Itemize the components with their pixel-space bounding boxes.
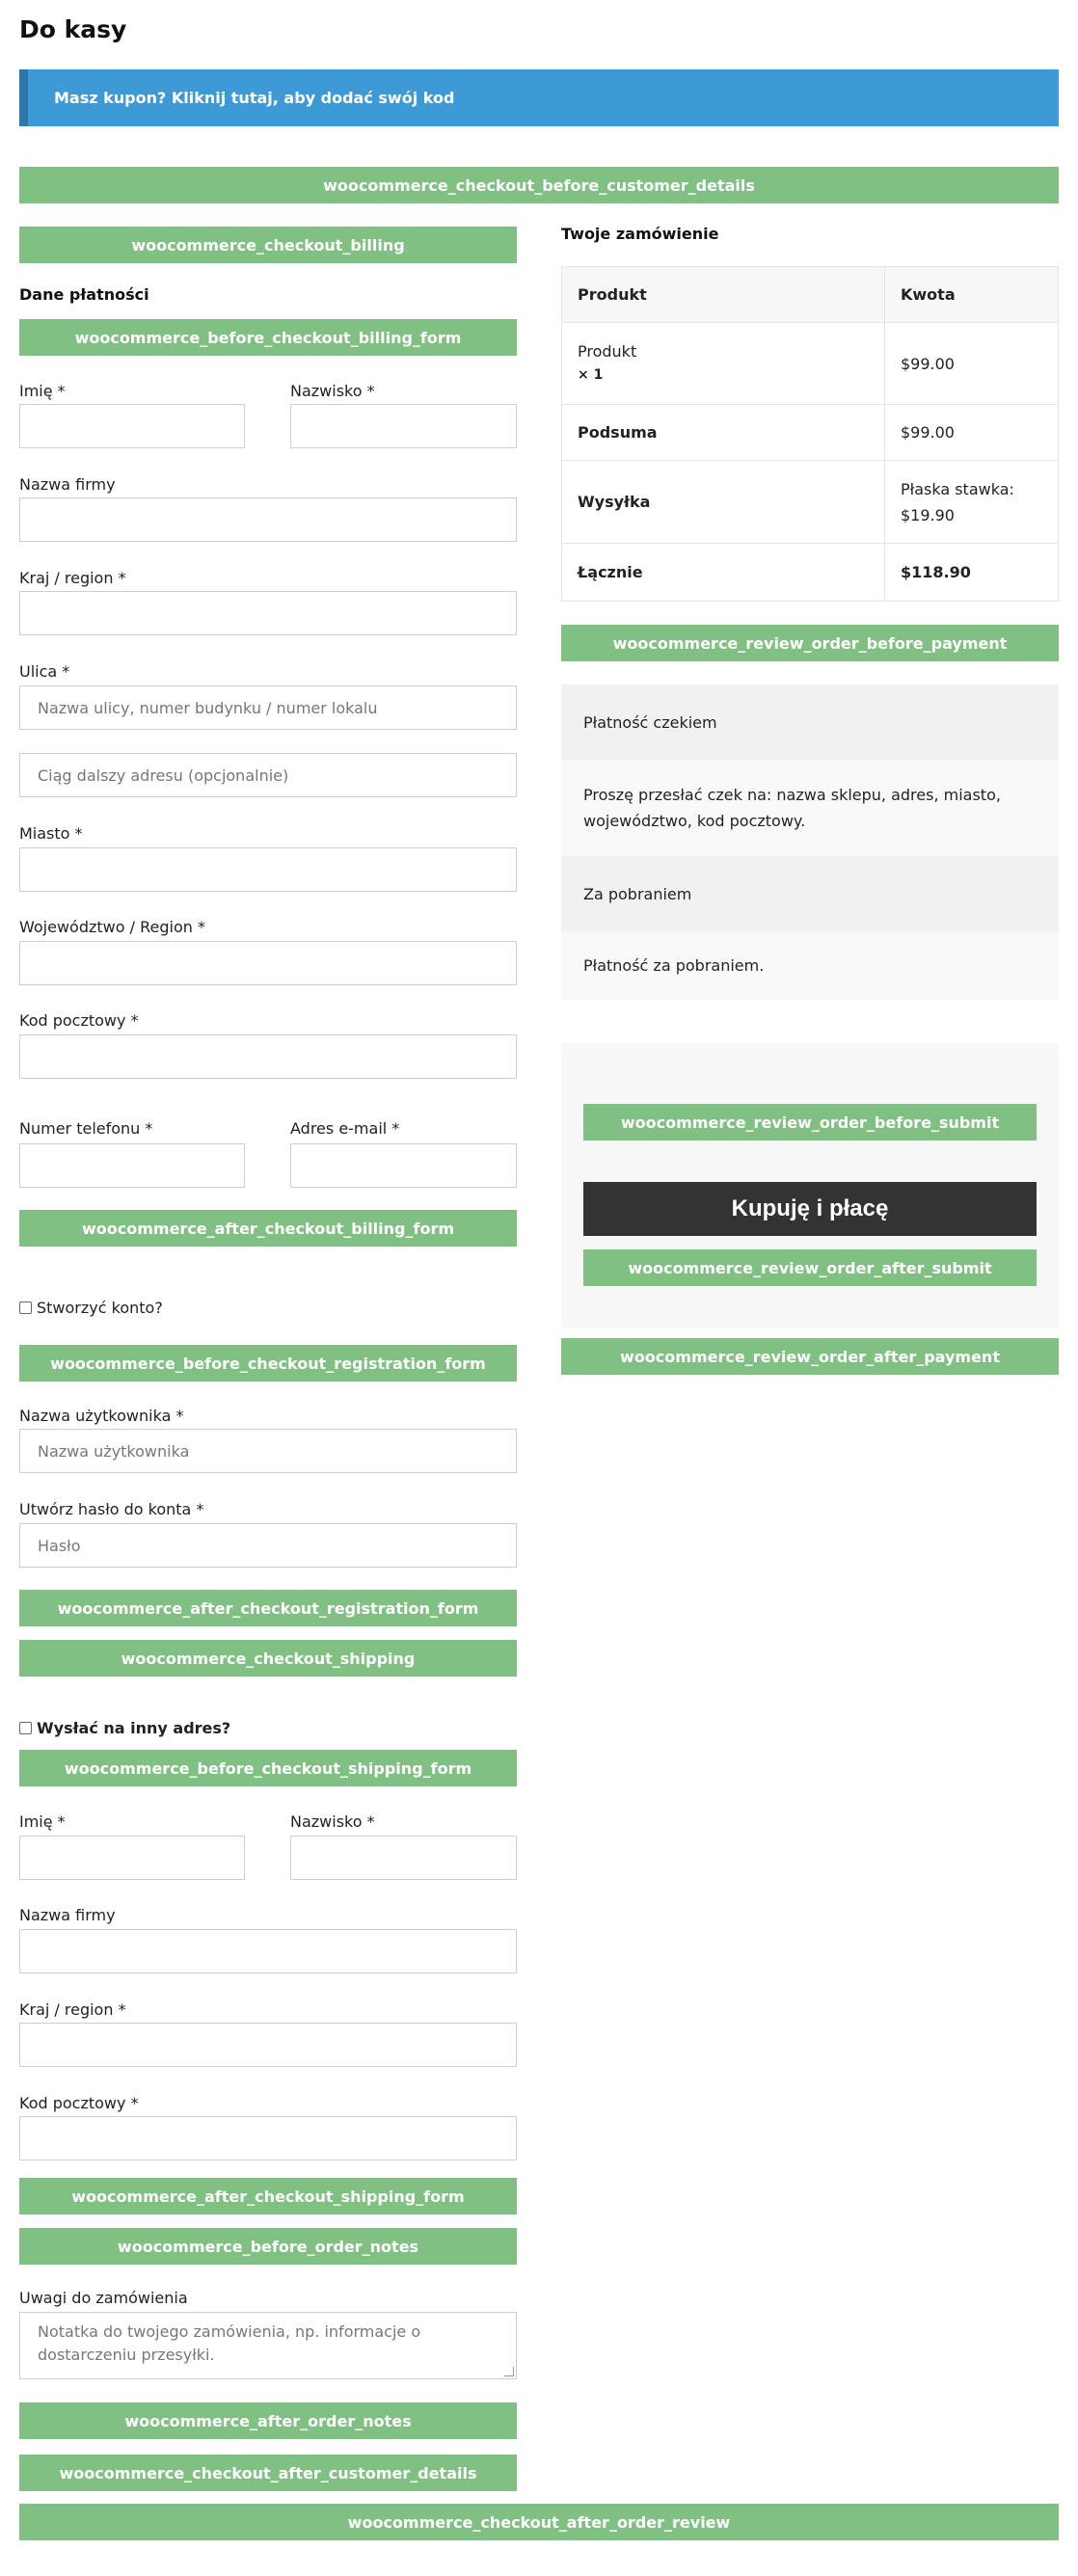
billing-postcode-input[interactable] — [19, 1034, 517, 1079]
order-table-header — [562, 267, 1058, 323]
hook-after-shipping-form: woocommerce_after_checkout_shipping_form — [19, 2178, 517, 2214]
order-notes-textarea[interactable] — [19, 2312, 517, 2379]
shipping-company-label: Nazwa firmy — [19, 1906, 116, 1924]
billing-street-label: Ulica * — [19, 662, 70, 681]
hook-after-payment: woocommerce_review_order_after_payment — [561, 1338, 1059, 1375]
order-item-qty: × 1 — [578, 367, 604, 383]
total-value: $118.90 — [901, 563, 971, 581]
order-heading: Twoje zamówienie — [561, 225, 719, 243]
shipping-first-name-label: Imię * — [19, 1812, 66, 1831]
billing-last-name-label: Nazwisko * — [290, 382, 375, 400]
hook-before-order-notes: woocommerce_before_order_notes — [19, 2228, 517, 2265]
shipping-last-name-input[interactable] — [290, 1836, 517, 1880]
order-item-name: Produkt — [578, 342, 637, 361]
username-input[interactable] — [19, 1429, 517, 1473]
billing-first-name-label: Imię * — [19, 382, 66, 400]
subtotal-value: $99.00 — [901, 423, 955, 442]
hook-after-billing-form: woocommerce_after_checkout_billing_form — [19, 1210, 517, 1247]
billing-street-placeholder: Nazwa ulicy, numer budynku / numer lokalu — [38, 698, 378, 717]
hook-before-shipping-form: woocommerce_before_checkout_shipping_form — [19, 1750, 517, 1786]
coupon-notice[interactable] — [19, 69, 1059, 126]
subtotal-label: Podsuma — [562, 405, 885, 460]
billing-street-input[interactable] — [19, 685, 517, 730]
billing-first-name-input[interactable] — [19, 404, 245, 448]
payment-cheque-title[interactable]: Płatność czekiem — [583, 712, 717, 732]
shipping-postcode-input[interactable] — [19, 2116, 517, 2160]
billing-last-name-input[interactable] — [290, 404, 517, 448]
billing-postcode-label: Kod pocztowy * — [19, 1011, 139, 1030]
password-placeholder: Hasło — [38, 1536, 81, 1555]
ship-different-checkbox[interactable] — [19, 1722, 32, 1734]
billing-heading: Dane płatności — [19, 285, 149, 304]
hook-before-registration-form: woocommerce_before_checkout_registration_form — [19, 1345, 517, 1382]
table-row — [562, 544, 1058, 601]
hook-before-payment: woocommerce_review_order_before_payment — [561, 625, 1059, 661]
shipping-last-name-label: Nazwisko * — [290, 1812, 375, 1831]
billing-street2-input[interactable] — [19, 753, 517, 797]
hook-after-order-notes: woocommerce_after_order_notes — [19, 2402, 517, 2439]
billing-city-input[interactable] — [19, 847, 517, 892]
billing-city-label: Miasto * — [19, 824, 83, 843]
coupon-notice-text[interactable]: Masz kupon? Kliknij tutaj, aby dodać swój kod — [54, 89, 455, 107]
payment-cheque-desc-text: Proszę przesłać czek na: nazwa sklepu, adres, miasto, województwo, kod pocztowy. — [583, 786, 1001, 830]
hook-before-submit: woocommerce_review_order_before_submit — [583, 1104, 1037, 1140]
billing-country-select[interactable] — [19, 591, 517, 635]
hook-after-order-review: woocommerce_checkout_after_order_review — [19, 2504, 1059, 2540]
create-account-label[interactable]: Stworzyć konto? — [37, 1299, 163, 1317]
hook-after-registration-form: woocommerce_after_checkout_registration_form — [19, 1590, 517, 1626]
shipping-first-name-input[interactable] — [19, 1836, 245, 1880]
username-label: Nazwa użytkownika * — [19, 1407, 184, 1425]
billing-email-label: Adres e-mail * — [290, 1119, 400, 1138]
total-label: Łącznie — [562, 544, 885, 601]
table-row — [562, 323, 1058, 405]
billing-state-label: Województwo / Region * — [19, 918, 205, 936]
billing-company-label: Nazwa firmy — [19, 475, 116, 494]
billing-phone-label: Numer telefonu * — [19, 1119, 153, 1138]
hook-before-customer-details: woocommerce_checkout_before_customer_details — [19, 167, 1059, 203]
order-notes-label: Uwagi do zamówienia — [19, 2289, 188, 2307]
hook-after-customer-details: woocommerce_checkout_after_customer_details — [19, 2455, 517, 2491]
shipping-value: Płaska stawka: $19.90 — [901, 479, 1014, 524]
username-placeholder: Nazwa użytkownika — [38, 1441, 190, 1461]
payment-method-cheque[interactable] — [561, 684, 1059, 760]
shipping-label: Wysyłka — [562, 461, 885, 543]
table-row — [562, 405, 1058, 461]
shipping-company-input[interactable] — [19, 1929, 517, 1973]
payment-cod-description — [561, 931, 1059, 1000]
hook-after-submit: woocommerce_review_order_after_submit — [583, 1249, 1037, 1286]
place-order-button[interactable]: Kupuję i płacę — [583, 1182, 1037, 1236]
order-item-price: $99.00 — [901, 354, 955, 373]
billing-country-label: Kraj / region * — [19, 569, 126, 587]
order-notes-placeholder: Notatka do twojego zamówienia, np. informacje o dostarczeniu przesyłki. — [38, 2322, 421, 2364]
order-review-table — [561, 266, 1059, 602]
billing-phone-input[interactable] — [19, 1143, 245, 1188]
col-amount-header: Kwota — [901, 285, 956, 304]
ship-different-label[interactable]: Wysłać na inny adres? — [37, 1719, 231, 1737]
billing-email-input[interactable] — [290, 1143, 517, 1188]
payment-cod-desc-text: Płatność za pobraniem. — [583, 956, 765, 975]
billing-state-input[interactable] — [19, 941, 517, 985]
hook-before-billing-form: woocommerce_before_checkout_billing_form — [19, 319, 517, 356]
password-label: Utwórz hasło do konta * — [19, 1500, 204, 1518]
payment-cheque-description — [561, 760, 1059, 856]
billing-company-input[interactable] — [19, 497, 517, 542]
hook-checkout-shipping: woocommerce_checkout_shipping — [19, 1640, 517, 1677]
resize-handle-icon[interactable] — [504, 2367, 514, 2376]
table-row — [562, 461, 1058, 544]
create-account-checkbox[interactable] — [19, 1301, 32, 1314]
create-account-row[interactable] — [19, 1299, 163, 1317]
shipping-country-select[interactable] — [19, 2023, 517, 2067]
payment-cod-title[interactable]: Za pobraniem — [583, 884, 692, 903]
ship-different-row[interactable] — [19, 1719, 230, 1737]
billing-street2-placeholder: Ciąg dalszy adresu (opcjonalnie) — [38, 765, 289, 785]
shipping-country-label: Kraj / region * — [19, 2000, 126, 2019]
page-title: Do kasy — [19, 15, 127, 43]
order-item-cell — [562, 323, 885, 404]
shipping-postcode-label: Kod pocztowy * — [19, 2094, 139, 2112]
payment-method-cod[interactable] — [561, 856, 1059, 931]
col-product-header: Produkt — [562, 267, 885, 322]
password-input[interactable] — [19, 1523, 517, 1568]
hook-checkout-billing: woocommerce_checkout_billing — [19, 227, 517, 263]
payment-methods — [561, 684, 1059, 1000]
